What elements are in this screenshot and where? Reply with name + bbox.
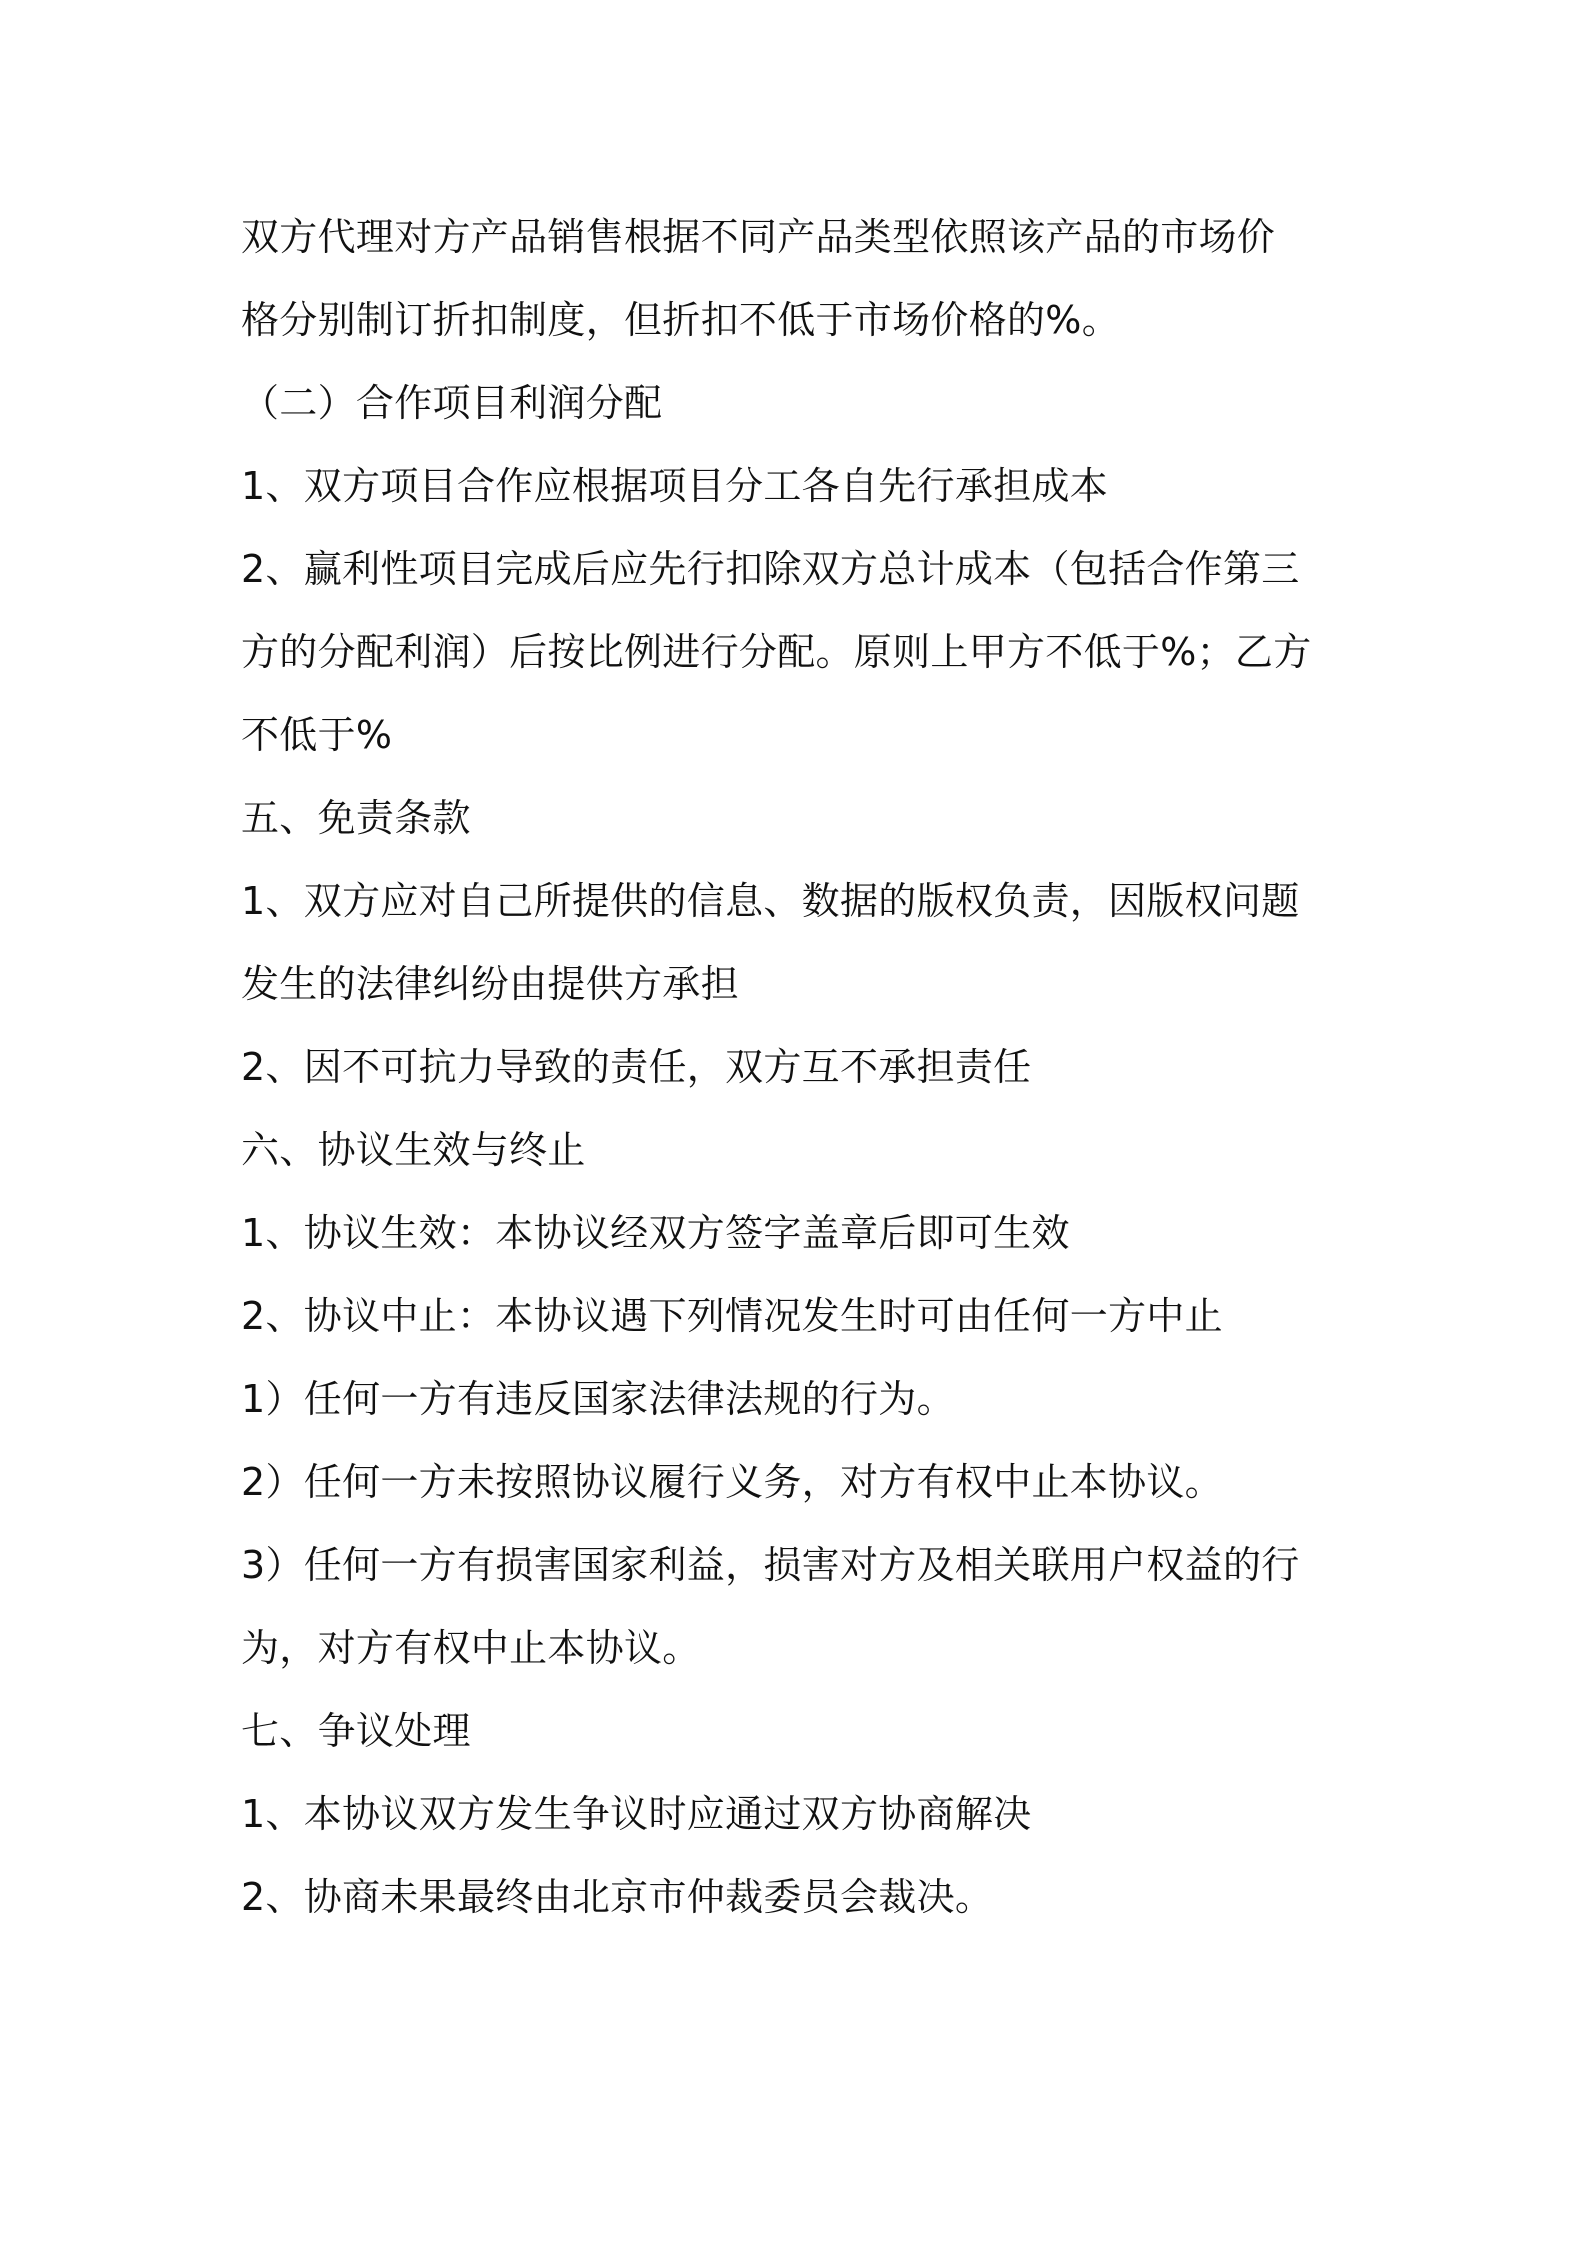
- section-heading: 六、协议生效与终止: [241, 1128, 586, 1172]
- list-item: 2、赢利性项目完成后应先行扣除双方总计成本（包括合作第三: [241, 547, 1300, 591]
- list-item-continuation: 方的分配利润）后按比例进行分配。原则上甲方不低于%；乙方: [241, 630, 1312, 674]
- list-item: 1、本协议双方发生争议时应通过双方协商解决: [241, 1792, 1032, 1836]
- paragraph-line: 格分别制订折扣制度，但折扣不低于市场价格的%。: [241, 298, 1121, 342]
- list-item-continuation: 发生的法律纠纷由提供方承担: [241, 962, 739, 1006]
- sub-list-item: 1）任何一方有违反国家法律法规的行为。: [241, 1377, 955, 1421]
- list-item: 1、双方项目合作应根据项目分工各自先行承担成本: [241, 464, 1109, 508]
- paragraph-line: 双方代理对方产品销售根据不同产品类型依照该产品的市场价: [241, 215, 1276, 259]
- list-item: 2、协议中止：本协议遇下列情况发生时可由任何一方中止: [241, 1294, 1223, 1338]
- list-item: 2、因不可抗力导致的责任，双方互不承担责任: [241, 1045, 1032, 1089]
- list-item: 2、协商未果最终由北京市仲裁委员会裁决。: [241, 1875, 994, 1919]
- subsection-heading: （二）合作项目利润分配: [241, 381, 663, 425]
- section-heading: 七、争议处理: [241, 1709, 471, 1753]
- list-item: 1、双方应对自己所提供的信息、数据的版权负责，因版权问题: [241, 879, 1300, 923]
- document-body: [241, 196, 1359, 1939]
- sub-list-item-continuation: 为，对方有权中止本协议。: [241, 1626, 701, 1670]
- list-item: 1、协议生效：本协议经双方签字盖章后即可生效: [241, 1211, 1070, 1255]
- sub-list-item: 2）任何一方未按照协议履行义务，对方有权中止本协议。: [241, 1460, 1223, 1504]
- list-item-continuation: 不低于%: [241, 713, 393, 757]
- section-heading: 五、免责条款: [241, 796, 471, 840]
- sub-list-item: 3）任何一方有损害国家利益，损害对方及相关联用户权益的行: [241, 1543, 1300, 1587]
